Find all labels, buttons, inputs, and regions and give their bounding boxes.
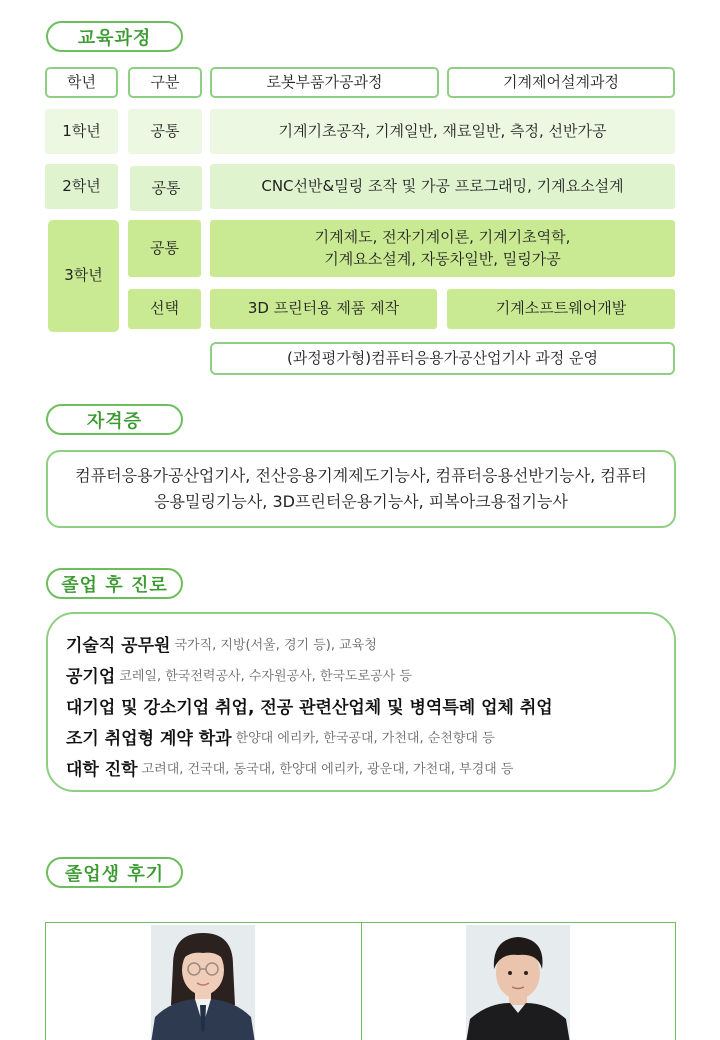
grade2-subjects: CNC선반&밀링 조작 및 가공 프로그래밍, 기계요소설계 <box>210 164 675 209</box>
grade3-common-type: 공통 <box>128 220 201 277</box>
reviews-heading: 졸업생 후기 <box>46 857 183 888</box>
grade3-label: 3학년 <box>48 220 119 332</box>
grade3-common-line2: 기계요소설계, 자동차일반, 밀링가공 <box>324 249 561 268</box>
graduate-photo <box>151 925 255 1040</box>
career-detail: 코레일, 한국전력공사, 수자원공사, 한국도로공사 등 <box>119 669 412 684</box>
graduate-review-cell <box>361 923 676 1040</box>
grade3-elective-type: 선택 <box>128 289 201 329</box>
grade2-type: 공통 <box>130 166 202 211</box>
header-course-machine-control: 기계제어설계과정 <box>447 67 675 98</box>
header-course-robot-parts: 로봇부품가공과정 <box>210 67 439 98</box>
career-title: 공기업 <box>66 667 116 687</box>
career-detail: 고려대, 건국대, 동국대, 한양대 에리카, 광운대, 가천대, 부경대 등 <box>141 762 514 777</box>
career-title: 대기업 및 강소기업 취업, 전공 관련산업체 및 병역특례 업체 취업 <box>66 698 553 718</box>
grade1-label: 1학년 <box>45 109 118 154</box>
career-detail: 국가직, 지방(서울, 경기 등), 교육청 <box>174 638 377 653</box>
career-title: 조기 취업형 계약 학과 <box>66 729 232 749</box>
careers-box <box>46 612 676 792</box>
career-detail: 한양대 에리카, 한국공대, 가천대, 순천향대 등 <box>235 731 495 746</box>
grade3-elective-3d-printer: 3D 프린터용 제품 제작 <box>210 289 437 329</box>
grade1-type: 공통 <box>128 109 202 154</box>
certificates-line2: 응용밀링기능사, 3D프린터운용기능사, 피복아크용접기능사 <box>154 492 568 511</box>
career-item-public-enterprise <box>66 659 654 690</box>
graduate-reviews-table <box>45 922 676 1040</box>
certificates-line1: 컴퓨터응용가공산업기사, 전산응용기계제도기능사, 컴퓨터응용선반기능사, 컴퓨터 <box>75 466 647 486</box>
curriculum-heading: 교육과정 <box>46 21 183 52</box>
grade2-label: 2학년 <box>45 164 118 209</box>
header-grade: 학년 <box>45 67 118 98</box>
certificates-heading: 자격증 <box>46 404 183 435</box>
header-category: 구분 <box>128 67 202 98</box>
career-item-employment <box>66 690 654 721</box>
career-title: 대학 진학 <box>66 760 138 780</box>
grade3-elective-machine-software: 기계소프트웨어개발 <box>447 289 675 329</box>
career-item-university <box>66 752 654 783</box>
certificates-box <box>46 450 676 528</box>
career-title: 기술직 공무원 <box>66 636 171 656</box>
career-item-civil-servant <box>66 628 654 659</box>
curriculum-note: (과정평가형)컴퓨터응용가공산업기사 과정 운영 <box>210 342 675 375</box>
career-item-contract-department <box>66 721 654 752</box>
grade3-common-line1: 기계제도, 전자기계이론, 기계기초역학, <box>314 227 571 246</box>
grade1-subjects: 기계기초공작, 기계일반, 재료일반, 측정, 선반가공 <box>210 109 675 154</box>
graduate-photo <box>466 925 570 1040</box>
careers-heading: 졸업 후 진로 <box>46 568 183 599</box>
graduate-review-cell <box>46 923 361 1040</box>
grade3-common-subjects <box>210 220 675 277</box>
